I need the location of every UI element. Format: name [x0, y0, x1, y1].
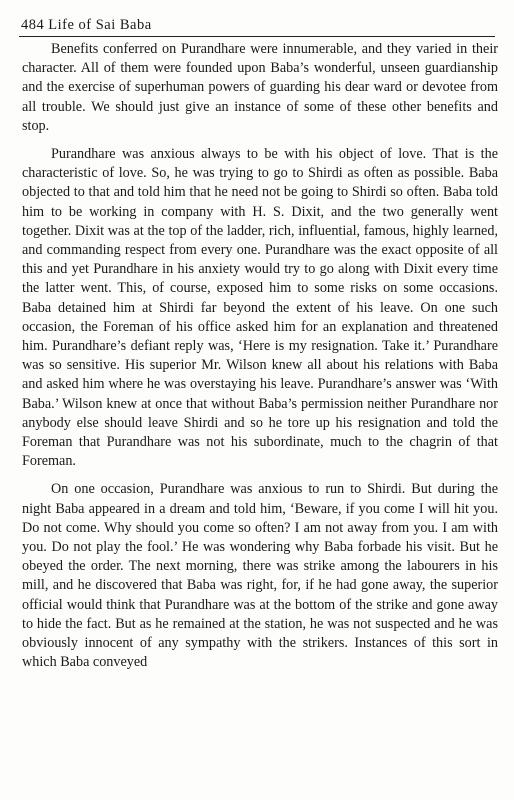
- paragraph-benefits: Benefits conferred on Purandhare were innumerable, and they varied in their character. All of them were founded upon Baba’s wonderful, unseen guardianship and the exercise of superhuman powers of guarding his dear ward or devotee from all trouble. We should just give an instance of some of these other benefits and stop.: [22, 41, 498, 134]
- paragraph-dream-warning: On one occasion, Purandhare was anxious to run to Shirdi. But during the night Baba appeared in a dream and told him, ‘Beware, if you come I will hit you. Do not come. Why should you come so often? I am not away from you. I am with you. Do not play the fool.’ He was wondering why Baba forbade his visit. But he obeyed the order. The next morning, there was strike among the labourers in his mill, and he discovered that Baba was right, for, if he had gone away, the superior official would think that Purandhare was at the bottom of the strike and gone away to hide the fact. But as he remained at the station, he was not suspected and he was obviously innocent of any sympathy with the strikers. Instances of this sort in which Baba conveyed: [22, 481, 498, 671]
- running-header: [21, 16, 152, 34]
- book-title: Life of Sai Baba: [48, 17, 152, 33]
- header-rule: [19, 36, 495, 37]
- paragraph-purandhare-anxious: Purandhare was anxious always to be with his object of love. That is the characteristic of love. So, he was trying to go to Shirdi as often as possible. Baba objected to that and told him that he need not be going to Shirdi so often. Baba told him to be working in company with H. S. Dixit, and the two generally went together. Dixit was at the top of the ladder, rich, influential, famous, highly learned, and commanding respect from every one. Purandhare was the exact opposite of all this and yet Purandhare in his anxiety would try to go along with Dixit every time the latter went. This, of course, exposed him to some risks on some occasions. Baba detained him at Shirdi far beyond the extent of his leave. On one such occasion, the Foreman of his office asked him for an explanation and threatened him. Purandhare’s defiant reply was, ‘Here is my resignation. Take it.’ Purandhare was so sensitive. His superior Mr. Wilson knew all about his relations with Baba and asked him where he was overstaying his leave. Purandhare’s answer was ‘With Baba.’ Wilson knew at once that without Baba’s permission neither Purandhare nor anybody else should leave Shirdi and so he tore up his resignation and told the Foreman that Purandhare was not his subordinate, much to the chagrin of that Foreman.: [22, 146, 498, 470]
- page-number: 484: [21, 17, 45, 33]
- page-body: [22, 40, 498, 673]
